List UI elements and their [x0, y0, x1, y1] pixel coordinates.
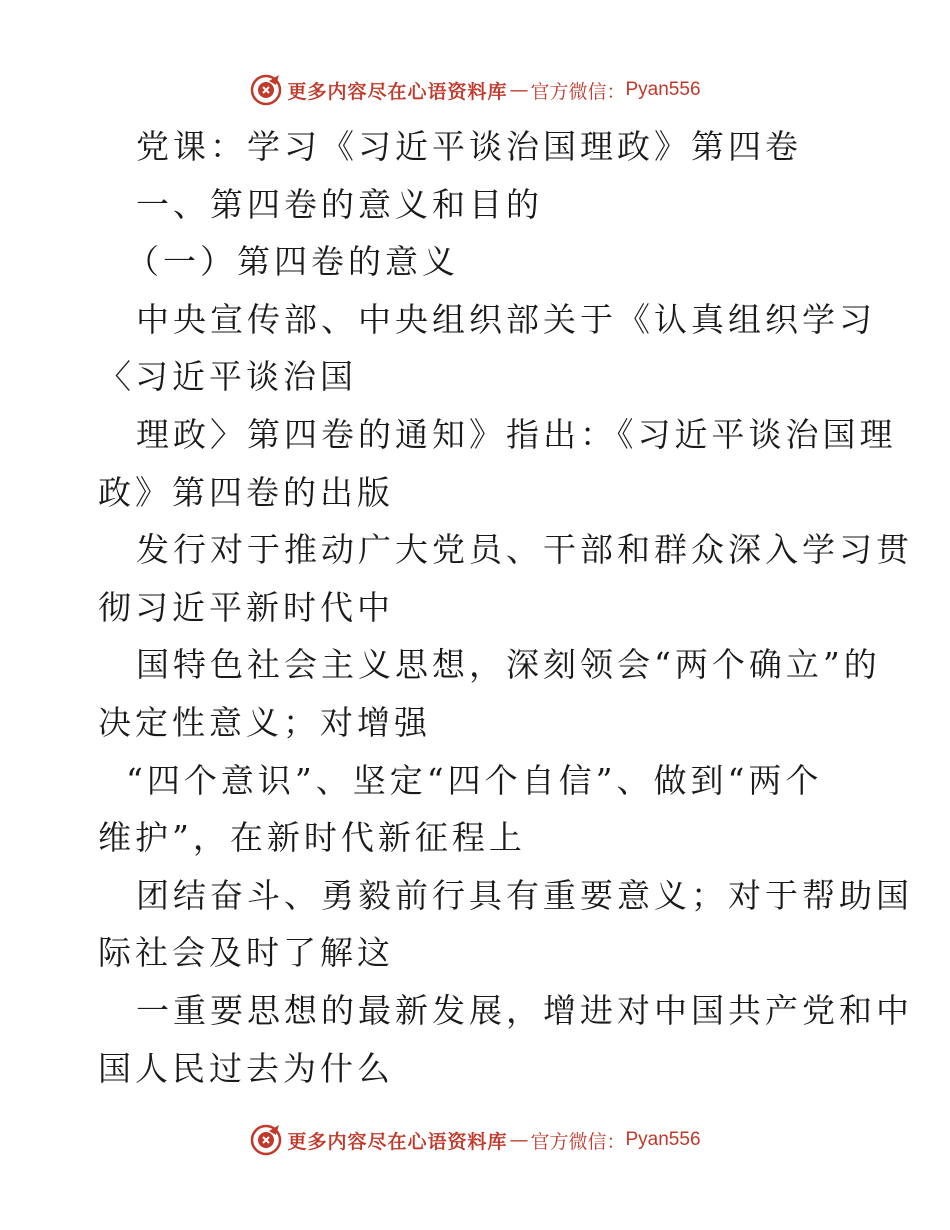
paragraph-line: 国人民过去为什么: [98, 1048, 394, 1088]
watermark-wechat-label: 官方微信：: [530, 1130, 626, 1153]
watermark-wechat-id: Pyan556: [625, 1129, 701, 1150]
paragraph-line: 中央宣传部、中央组织部关于《认真组织学习: [136, 299, 876, 339]
paragraph-line: 国特色社会主义思想，深刻领会“两个确立”的: [136, 645, 881, 685]
paragraph-line: 发行对于推动广大党员、干部和群众深入学习贯: [136, 530, 913, 570]
paragraph-line: 彻习近平新时代中: [98, 587, 394, 627]
paragraph-line: 维护”，在新时代新征程上: [98, 818, 526, 858]
footer-watermark: [0, 1120, 950, 1160]
paragraph-line: 际社会及时了解这: [98, 933, 394, 973]
watermark-wechat-id: Pyan556: [625, 79, 701, 100]
doc-title: 党课：学习《习近平谈治国理政》第四卷: [136, 127, 802, 166]
paragraph-line: 一重要思想的最新发展，增进对中国共产党和中: [136, 990, 913, 1030]
header-watermark: [0, 70, 950, 110]
document-body: [98, 118, 913, 1097]
seal-logo-icon: [249, 73, 283, 107]
paragraph-line: 团结奋斗、勇毅前行具有重要意义；对于帮助国: [136, 875, 913, 915]
paragraph-line: 理政〉第四卷的通知》指出：《习近平谈治国理: [136, 414, 897, 454]
watermark-separator: —: [509, 1129, 529, 1151]
watermark-main-text: 更多内容尽在心语资料库: [287, 1130, 508, 1153]
watermark-main-text: 更多内容尽在心语资料库: [287, 80, 508, 103]
watermark-separator: —: [509, 79, 529, 101]
paragraph-line: “四个意识”、坚定“四个自信”、做到“两个: [126, 760, 823, 800]
watermark-wechat-label: 官方微信：: [530, 80, 626, 103]
seal-logo-icon: [249, 1123, 283, 1157]
section-heading: 一、第四卷的意义和目的: [136, 184, 543, 224]
paragraph-line: 政》第四卷的出版: [98, 472, 394, 512]
paragraph-line: 〈习近平谈治国: [98, 357, 357, 397]
subsection-heading: （一）第四卷的意义: [126, 242, 459, 282]
paragraph-line: 决定性意义；对增强: [98, 702, 431, 742]
